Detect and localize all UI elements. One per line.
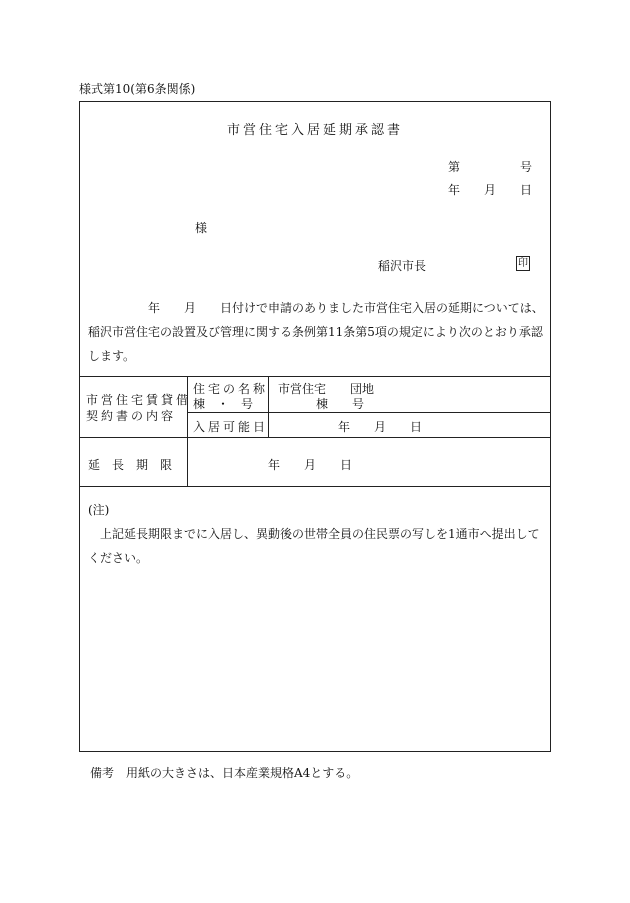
table-inner-row-border: [187, 412, 551, 413]
note-text: 上記延長期限までに入居し、異動後の世帯全員の住民票の写しを1通市へ提出してください。: [88, 527, 540, 565]
document-title: 市営住宅入居延期承認書: [226, 123, 403, 138]
unit-number-value: 棟 号: [316, 397, 365, 411]
table-top-border: [79, 376, 551, 377]
document-number-line: 第 号: [448, 160, 533, 174]
extension-deadline-value: 年 月 日: [268, 458, 353, 472]
move-in-date-value: 年 月 日: [338, 420, 423, 434]
document-date-line: 年 月 日: [448, 183, 533, 197]
unit-number-label: 棟 ・ 号: [193, 397, 254, 411]
form-frame: [79, 101, 551, 752]
contract-label-line2: 契約書の内容: [86, 409, 177, 423]
move-in-date-label: 入居可能日: [193, 420, 269, 434]
note-heading: (注): [88, 503, 110, 517]
seal-mark: 印: [518, 258, 528, 269]
table-middle-border: [79, 437, 551, 438]
form-label: 様式第10(第6条関係): [79, 82, 196, 96]
table-subcolumn-divider: [268, 376, 269, 437]
remarks: 備考 用紙の大きさは、日本産業規格A4とする。: [90, 766, 359, 780]
addressee-suffix: 様: [195, 221, 208, 235]
contract-label-line1: 市営住宅賃貸借: [86, 393, 192, 407]
table-bottom-border: [79, 486, 551, 487]
housing-name-value: 市営住宅 団地: [278, 382, 375, 396]
body-paragraph: 年 月 日付けで申請のありました市営住宅入居の延期については、稲沢市営住宅の設置及び管理に関する条例第11条第5項の規定により次のとおり承認します。: [88, 301, 544, 363]
issuer-name: 稲沢市長: [378, 259, 427, 273]
housing-name-label: 住宅の名称: [193, 382, 269, 396]
extension-deadline-label: 延 長 期 限: [88, 458, 173, 472]
